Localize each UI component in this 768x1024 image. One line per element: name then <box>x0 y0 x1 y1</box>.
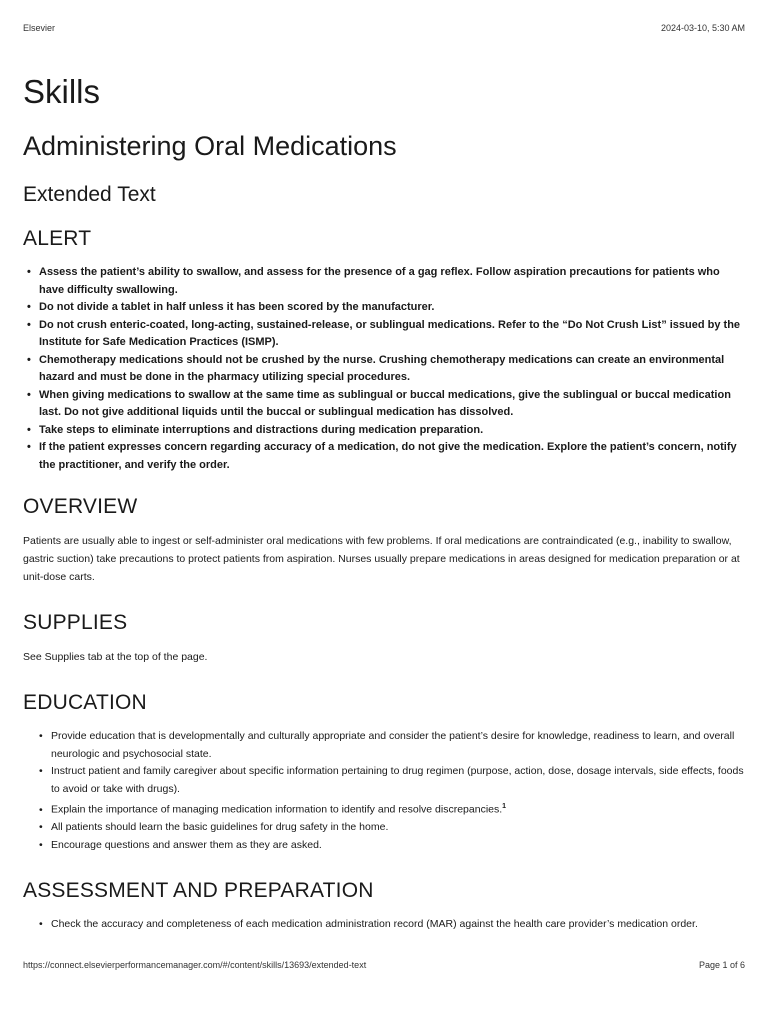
list-item: • Chemotherapy medications should not be crushed by the nurse. Crushing chemotherapy medications can create an environmental hazard and must be done in the pharmacy utilizing special procedures. <box>27 353 725 383</box>
list-item: • If the patient expresses concern regarding accuracy of a medication, do not give the medication. Explore the patient’s concern, notify the practitioner, and verify the order. <box>27 441 737 471</box>
list-item: • Do not crush enteric-coated, long-acting, sustained-release, or sublingual medications. Refer to the “Do Not Crush List” issued by the Institute for Safe Medication Practices (ISMP). <box>27 318 741 348</box>
page-number: Page 1 of 6 <box>698 960 745 970</box>
list-item: • Provide education that is developmentally and culturally appropriate and consider the patient’s desire for knowledge, readiness to learn, and overall neurologic and psychosocial state. <box>39 730 735 760</box>
list-item: • Encourage questions and answer them as they are asked. <box>39 838 322 851</box>
alert-heading: ALERT <box>23 227 92 250</box>
print-footer <box>23 960 745 970</box>
list-item: • Take steps to eliminate interruptions and distractions during medication preparation. <box>27 423 484 436</box>
footnote-reference[interactable]: 1 <box>502 803 507 810</box>
list-item: • When giving medications to swallow at the same time as sublingual or buccal medications, give the sublingual or buccal medication last. Do not give additional liquids until the buccal or sublingual medication has dissolved. <box>27 388 731 418</box>
assessment-heading: ASSESSMENT AND PREPARATION <box>23 879 374 902</box>
skill-title: Administering Oral Medications <box>23 131 397 161</box>
assessment-list <box>23 916 745 934</box>
education-list <box>23 728 745 854</box>
footer-url[interactable]: https://connect.elsevierperformancemanager.com/#/content/skills/13693/extended-text <box>23 960 367 970</box>
extended-text-title: Extended Text <box>23 183 156 206</box>
list-item: • Do not divide a tablet in half unless it has been scored by the manufacturer. <box>27 301 435 313</box>
alert-list <box>23 264 745 474</box>
print-header <box>23 23 745 33</box>
supplies-text: See Supplies tab at the top of the page. <box>23 651 208 663</box>
list-item: • Explain the importance of managing medication information to identify and resolve discrepancies.$^1$ <box>39 803 507 816</box>
header-timestamp: 2024-03-10, 5:30 AM <box>660 23 745 33</box>
list-item: • Assess the patient’s ability to swallow, and assess for the presence of a gag reflex. Follow aspiration precautions for patients who have difficulty swallowing. <box>27 266 720 296</box>
overview-text: Patients are usually able to ingest or self-administer oral medications with few problems. If oral medications are contraindicated (e.g., inability to swallow, gastric suction) take precautions to protect patients from aspiration. Nurses usually prepare medications in areas designed for medication preparation or at unit-dose carts. <box>23 535 740 583</box>
supplies-heading: SUPPLIES <box>23 611 128 634</box>
list-item: • Instruct patient and family caregiver about specific information pertaining to drug regimen (purpose, action, dose, dosage intervals, side effects, foods to avoid or take with drugs). <box>39 765 744 795</box>
overview-heading: OVERVIEW <box>23 495 138 518</box>
header-source: Elsevier <box>23 23 56 33</box>
list-item: • Check the accuracy and completeness of each medication administration record (MAR) against the health care provider’s medication order. <box>39 918 698 930</box>
document-content <box>23 70 745 934</box>
page-title: Skills <box>23 73 101 110</box>
education-heading: EDUCATION <box>23 691 147 714</box>
list-item: • All patients should learn the basic guidelines for drug safety in the home. <box>39 821 389 833</box>
